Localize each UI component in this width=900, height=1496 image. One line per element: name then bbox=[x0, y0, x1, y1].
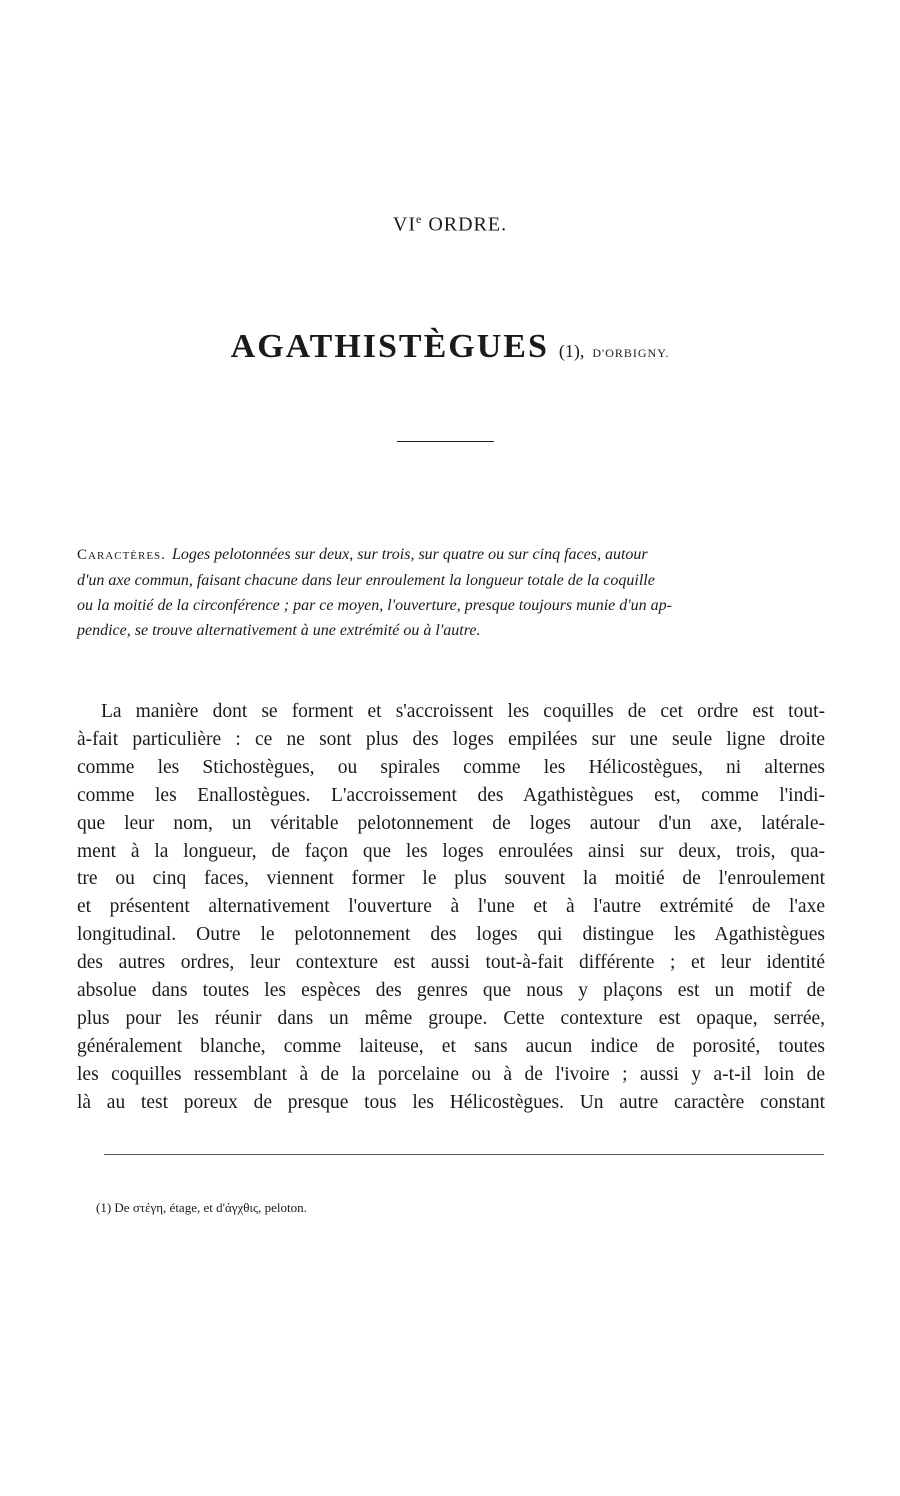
title-main: AGATHISTÈGUES bbox=[230, 328, 549, 365]
order-superscript: e bbox=[415, 212, 423, 226]
footnote-divider bbox=[104, 1154, 824, 1155]
body-line: plus pour les réunir dans un même groupe. Cette contexture est opaque, serrée, bbox=[77, 1007, 825, 1029]
order-heading bbox=[0, 212, 900, 237]
body-line: absolue dans toutes les espèces des genres que nous y plaçons est un motif de bbox=[77, 980, 825, 1002]
caracteres-line: ou la moitié de la circonférence ; par ce moyen, l'ouverture, presque toujours munie d'un ap- bbox=[77, 597, 672, 614]
title-footnote-ref: (1), bbox=[558, 341, 585, 361]
caracteres-line: Caractères. Loges pelotonnées sur deux, sur trois, sur quatre ou sur cinq faces, autour bbox=[77, 546, 648, 563]
body-line: tre ou cinq faces, viennent former le plus souvent la moitié de l'enroulement bbox=[77, 868, 825, 890]
section-title bbox=[0, 328, 900, 366]
caracteres-paragraph bbox=[77, 542, 825, 643]
caracteres-label: Caractères. bbox=[77, 547, 166, 563]
body-line: généralement blanche, comme laiteuse, et sans aucun indice de porosité, toutes bbox=[77, 1035, 825, 1057]
body-line: à-fait particulière : ce ne sont plus des loges empilées sur une seule ligne droite bbox=[77, 728, 825, 750]
footnote: (1) De στέγη, étage, et d'άγχθις, peloton. bbox=[96, 1200, 307, 1215]
body-paragraph bbox=[77, 698, 825, 1117]
body-line: là au test poreux de presque tous les Hélicostègues. Un autre caractère constant bbox=[77, 1091, 825, 1113]
body-line: ment à la longueur, de façon que les loges enroulées ainsi sur deux, trois, qua- bbox=[77, 840, 825, 862]
body-line: longitudinal. Outre le pelotonnement des loges qui distingue les Agathistègues bbox=[77, 924, 825, 946]
body-line: La manière dont se forment et s'accroissent les coquilles de cet ordre est tout- bbox=[101, 701, 825, 722]
title-author: D'ORBIGNY. bbox=[592, 346, 670, 360]
body-line: comme les Enallostègues. L'accroissement des Agathistègues est, comme l'indi- bbox=[77, 784, 825, 806]
body-line: des autres ordres, leur contexture est aussi tout-à-fait différente ; et leur identité bbox=[77, 952, 825, 974]
body-line: comme les Stichostègues, ou spirales comme les Hélicostègues, ni alternes bbox=[77, 756, 825, 778]
order-word: ORDRE. bbox=[428, 213, 508, 236]
caracteres-line: d'un axe commun, faisant chacune dans leur enroulement la longueur totale de la coquille bbox=[77, 572, 655, 589]
order-numeral: VI bbox=[392, 213, 416, 236]
title-divider bbox=[397, 441, 494, 442]
caracteres-line: pendice, se trouve alternativement à une extrémité ou à l'autre. bbox=[77, 622, 481, 639]
body-line: les coquilles ressemblant à de la porcelaine ou à de l'ivoire ; aussi y a-t-il loin de bbox=[77, 1063, 825, 1085]
body-line: et présentent alternativement l'ouverture à l'une et à l'autre extrémité de l'axe bbox=[77, 896, 825, 918]
body-line: que leur nom, un véritable pelotonnement de loges autour d'un axe, latérale- bbox=[77, 812, 825, 834]
